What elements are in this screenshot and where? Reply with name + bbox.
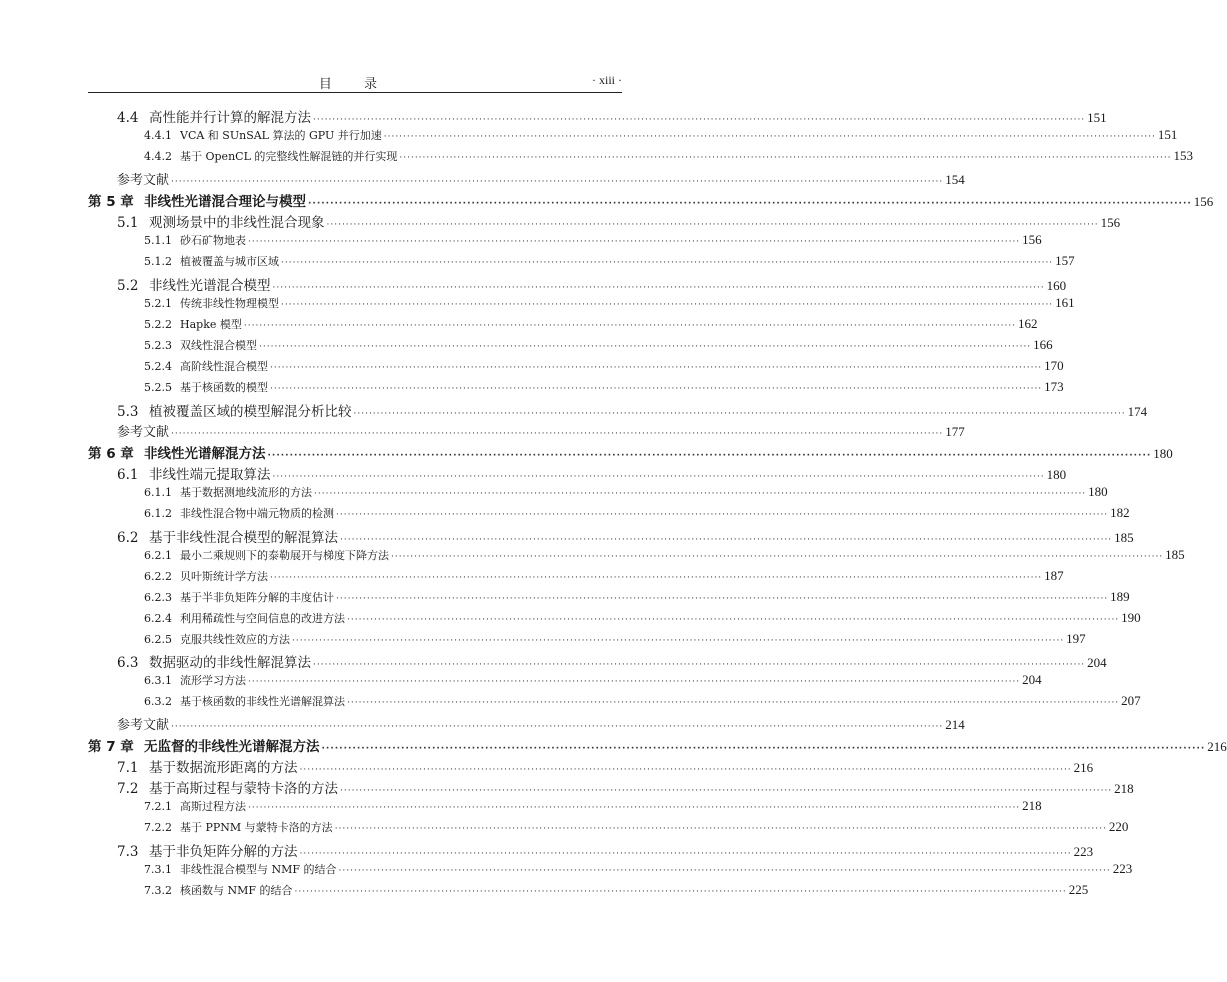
toc-entry-number: 5.2.3	[144, 338, 172, 352]
toc-leader-dots: ········································································································································································································	[299, 849, 1072, 860]
toc-sub-entry[interactable]	[144, 336, 1053, 353]
toc-entry-page-number: 218	[1114, 781, 1134, 797]
toc-entry-title: 利用稀疏性与空间信息的改进方法	[180, 611, 345, 625]
toc-entry-title: 基于核函数的非线性光谱解混算法	[180, 695, 345, 709]
toc-entry-number: 7.2.2	[144, 821, 172, 835]
toc-section-entry[interactable]	[117, 526, 1134, 546]
toc-entry-title: 基于核函数的模型	[180, 380, 268, 394]
toc-entry-page-number: 180	[1088, 483, 1108, 499]
toc-entry-title: 传统非线性物理模型	[180, 296, 279, 310]
toc-entry-label	[144, 589, 334, 605]
toc-section-entry[interactable]	[117, 651, 1107, 672]
toc-entry-page-number: 223	[1073, 844, 1094, 860]
toc-entry-page-number: 170	[1044, 357, 1064, 373]
toc-entry-label	[144, 484, 312, 500]
toc-entry-number: 第 5 章	[88, 193, 134, 210]
toc-entry-number: 6.3.2	[144, 695, 172, 709]
toc-sub-entry[interactable]	[144, 588, 1130, 605]
toc-refs-entry[interactable]	[117, 714, 965, 734]
toc-entry-label	[117, 400, 352, 420]
toc-sub-entry[interactable]	[144, 882, 1089, 898]
toc-leader-dots: ········································································································································································································	[336, 593, 1109, 604]
toc-sub-entry[interactable]	[144, 483, 1108, 500]
toc-chapter-entry[interactable]	[88, 190, 1214, 210]
toc-entry-title: 基于半非负矩阵分解的丰度估计	[180, 590, 334, 604]
toc-entry-title: 基于非线性混合模型的解混算法	[149, 529, 338, 546]
toc-entry-label	[144, 547, 389, 563]
toc-entry-number: 5.2.5	[144, 380, 172, 394]
toc-entry-page-number: 180	[1046, 466, 1067, 482]
header-title: 目 录	[318, 77, 392, 92]
toc-entry-number: 7.1	[117, 760, 139, 777]
toc-leader-dots: ········································································································································································································	[171, 722, 944, 733]
toc-leader-dots: ········································································································································································································	[294, 887, 1067, 898]
toc-entry-number: 6.2.2	[144, 569, 172, 583]
toc-entry-page-number: 157	[1055, 252, 1075, 268]
toc-entry-page-number: 160	[1046, 277, 1067, 293]
toc-sub-entry[interactable]	[144, 504, 1130, 521]
toc-entry-label	[144, 232, 246, 248]
toc-leader-dots: ········································································································································································································	[336, 509, 1109, 520]
toc-entry-title: 非线性混合物中端元物质的检测	[180, 506, 334, 520]
toc-entry-page-number: 189	[1110, 588, 1130, 604]
toc-entry-title: 高斯过程方法	[180, 800, 246, 814]
toc-section-entry[interactable]	[117, 840, 1094, 861]
toc-leader-dots: ········································································································································································································	[270, 383, 1043, 394]
toc-leader-dots: ········································································································································································································	[347, 698, 1120, 709]
toc-entry-title: 核函数与 NMF 的结合	[180, 884, 293, 898]
toc-leader-dots: ········································································································································································································	[353, 408, 1126, 419]
toc-leader-dots: ········································································································································································································	[299, 765, 1072, 776]
toc-entry-title: 非线性光谱混合模型	[149, 277, 271, 294]
toc-entry-title: 砂石矿物地表	[180, 233, 246, 247]
toc-entry-number: 6.2.4	[144, 611, 172, 625]
toc-entry-label	[117, 274, 271, 294]
toc-entry-page-number: 225	[1068, 882, 1089, 898]
toc-sub-entry[interactable]	[144, 861, 1133, 877]
toc-entry-page-number: 220	[1108, 819, 1129, 835]
toc-entry-number: 7.3.2	[144, 884, 172, 898]
toc-entry-number: 5.2.4	[144, 359, 172, 373]
toc-leader-dots: ········································································································································································································	[308, 198, 1192, 209]
toc-sub-entry[interactable]	[144, 294, 1075, 311]
toc-entry-label	[144, 861, 337, 877]
toc-sub-entry[interactable]	[144, 672, 1042, 688]
toc-entry-title: 双线性混合模型	[180, 338, 257, 352]
toc-entry-title: 无监督的非线性光谱解混方法	[144, 739, 320, 756]
toc-leader-dots: ········································································································································································································	[171, 176, 944, 187]
toc-leader-dots: ········································································································································································································	[313, 115, 1086, 125]
toc-leader-dots: ········································································································································································································	[340, 534, 1113, 545]
toc-section-entry[interactable]	[117, 756, 1094, 777]
toc-sub-entry[interactable]	[144, 609, 1141, 626]
toc-entry-page-number: 156	[1022, 231, 1042, 247]
toc-entry-title: 非线性混合模型与 NMF 的结合	[180, 863, 337, 877]
toc-leader-dots: ········································································································································································································	[243, 320, 1017, 331]
toc-sub-entry[interactable]	[144, 126, 1178, 143]
toc-entry-number: 7.3.1	[144, 863, 172, 877]
toc-sub-entry[interactable]	[144, 231, 1042, 248]
toc-entry-title: VCA 和 SUnSAL 算法的 GPU 并行加速	[180, 128, 382, 142]
toc-entry-label	[117, 463, 271, 483]
toc-sub-entry[interactable]	[144, 546, 1185, 563]
toc-entry-page-number: 182	[1110, 504, 1130, 520]
toc-entry-title: 非线性光谱解混方法	[144, 445, 266, 462]
toc-refs-entry[interactable]	[117, 421, 965, 440]
toc-entry-title: 高性能并行计算的解混方法	[149, 110, 311, 126]
toc-entry-number: 5.1	[117, 214, 139, 231]
toc-section-entry[interactable]	[117, 274, 1067, 294]
toc-leader-dots: ········································································································································································································	[347, 614, 1120, 625]
toc-leader-dots: ········································································································································································································	[326, 219, 1099, 230]
toc-chapter-entry[interactable]	[88, 735, 1227, 756]
toc-entry-number: 5.1.1	[144, 233, 172, 247]
toc-entry-number: 4.4	[117, 110, 139, 126]
toc-entry-page-number: 151	[1157, 126, 1178, 142]
toc-chapter-entry[interactable]	[88, 442, 1173, 462]
toc-entry-page-number: 180	[1153, 445, 1173, 461]
toc-entry-title: 基于数据测地线流形的方法	[180, 485, 312, 499]
toc-sub-entry[interactable]	[144, 252, 1075, 269]
toc-entry-number: 7.3	[117, 844, 139, 861]
toc-entry-page-number: 156	[1193, 193, 1214, 209]
toc-leader-dots: ········································································································································································································	[313, 660, 1086, 671]
toc-leader-dots: ········································································································································································································	[321, 744, 1206, 755]
toc-entry-label	[117, 714, 169, 733]
toc-entry-title: 流形学习方法	[180, 674, 246, 688]
toc-section-entry[interactable]	[117, 777, 1134, 798]
toc-entry-label	[117, 169, 169, 188]
toc-leader-dots: ········································································································································································································	[391, 551, 1164, 562]
toc-entry-label	[88, 735, 320, 755]
toc-entry-title: 贝叶斯统计学方法	[180, 569, 268, 583]
toc-refs-entry[interactable]	[117, 169, 965, 188]
toc-sub-entry[interactable]	[144, 378, 1064, 395]
toc-entry-label	[117, 777, 338, 797]
toc-leader-dots: ········································································································································································································	[259, 341, 1032, 352]
toc-leader-dots: ········································································································································································································	[314, 488, 1087, 499]
toc-leader-dots: ········································································································································································································	[248, 677, 1021, 688]
toc-leader-dots: ········································································································································································································	[281, 299, 1054, 310]
toc-entry-label	[144, 379, 268, 395]
toc-entry-title: 最小二乘规则下的泰勒展开与梯度下降方法	[180, 548, 389, 562]
toc-entry-number: 5.2.2	[144, 317, 172, 331]
toc-entry-label	[144, 358, 268, 374]
toc-entry-page-number: 214	[945, 717, 965, 733]
toc-entry-label	[144, 672, 246, 688]
toc-entry-label	[144, 505, 334, 521]
toc-leader-dots: ········································································································································································································	[399, 152, 1172, 163]
toc-entry-number: 6.1	[117, 466, 139, 483]
toc-entry-page-number: 174	[1127, 403, 1148, 419]
page-header	[88, 70, 622, 93]
toc-entry-number: 7.2	[117, 781, 139, 798]
toc-entry-title: 基于非负矩阵分解的方法	[149, 844, 298, 861]
toc-entry-number: 5.1.2	[144, 254, 172, 268]
toc-leader-dots: ········································································································································································································	[292, 635, 1065, 646]
toc-sub-entry[interactable]	[144, 819, 1129, 835]
toc-leader-dots: ········································································································································································································	[171, 428, 944, 439]
toc-section-entry[interactable]	[117, 463, 1067, 483]
toc-entry-title: 克服共线性效应的方法	[180, 632, 290, 646]
toc-leader-dots: ········································································································································································································	[270, 572, 1043, 583]
toc-entry-page-number: 223	[1112, 861, 1133, 877]
toc-entry-page-number: 218	[1022, 798, 1042, 814]
toc-entry-title: 参考文献	[117, 718, 170, 734]
toc-entry-page-number: 156	[1100, 214, 1121, 230]
toc-leader-dots: ········································································································································································································	[334, 824, 1107, 835]
toc-entry-page-number: 161	[1055, 294, 1075, 310]
toc-sub-entry[interactable]	[144, 315, 1038, 332]
toc-sub-entry[interactable]	[144, 567, 1064, 584]
toc-entry-title: 基于 OpenCL 的完整线性解混链的并行实现	[180, 149, 398, 163]
toc-sub-entry[interactable]	[144, 693, 1141, 709]
toc-entry-label	[144, 882, 293, 898]
toc-entry-page-number: 190	[1121, 609, 1141, 625]
toc-entry-label	[144, 798, 246, 814]
toc-sub-entry[interactable]	[144, 798, 1042, 814]
toc-entry-page-number: 207	[1121, 693, 1141, 709]
toc-entry-number: 5.2.1	[144, 296, 172, 310]
toc-entry-page-number: 216	[1207, 739, 1227, 755]
toc-leader-dots: ········································································································································································································	[281, 257, 1054, 268]
toc-entry-label	[144, 610, 345, 626]
toc-entry-title: 植被覆盖区域的模型解混分析比较	[149, 403, 352, 420]
toc-sub-entry[interactable]	[144, 147, 1194, 164]
toc-leader-dots: ········································································································································································································	[272, 471, 1045, 482]
toc-section-entry[interactable]	[117, 106, 1107, 126]
toc-entry-page-number: 185	[1165, 546, 1185, 562]
toc-leader-dots: ········································································································································································································	[340, 786, 1113, 797]
toc-entry-number: 6.3	[117, 655, 139, 672]
toc-entry-number: 6.1.2	[144, 506, 172, 520]
toc-entry-page-number: 204	[1087, 655, 1107, 671]
toc-entry-page-number: 151	[1087, 110, 1107, 125]
toc-entry-label	[144, 337, 257, 353]
toc-entry-label	[117, 756, 298, 776]
toc-entry-label	[117, 526, 338, 546]
toc-sub-entry[interactable]	[144, 630, 1086, 647]
toc-entry-label	[144, 295, 279, 311]
toc-entry-page-number: 177	[945, 423, 965, 439]
toc-entry-number: 6.2.1	[144, 548, 172, 562]
toc-entry-number: 4.4.2	[144, 149, 172, 163]
toc-entry-label	[117, 106, 311, 126]
toc-entry-label	[144, 148, 397, 164]
toc-entry-page-number: 204	[1022, 672, 1042, 688]
toc-entry-number: 7.2.1	[144, 800, 172, 814]
toc-entry-page-number: 197	[1066, 630, 1086, 646]
toc-leader-dots: ········································································································································································································	[248, 236, 1021, 247]
toc-leader-dots: ········································································································································································································	[272, 282, 1045, 293]
toc-leader-dots: ········································································································································································································	[338, 866, 1111, 877]
toc-entry-number: 6.3.1	[144, 674, 172, 688]
toc-entry-number: 6.2	[117, 529, 139, 546]
toc-sub-entry[interactable]	[144, 357, 1064, 374]
toc-entry-label	[88, 442, 266, 462]
toc-entry-number: 6.1.1	[144, 485, 172, 499]
toc-leader-dots: ········································································································································································································	[267, 450, 1152, 461]
toc-entry-page-number: 187	[1044, 567, 1064, 583]
toc-section-entry[interactable]	[117, 211, 1121, 231]
toc-entry-number: 4.4.1	[144, 128, 172, 142]
toc-entry-title: 参考文献	[117, 424, 170, 440]
toc-entry-title: 非线性光谱混合理论与模型	[144, 193, 306, 210]
toc-entry-label	[144, 568, 268, 584]
toc-entry-label	[144, 693, 345, 709]
toc-entry-title: 基于 PPNM 与蒙特卡洛的方法	[180, 821, 333, 835]
toc-entry-title: 参考文献	[117, 172, 170, 188]
toc-entry-title: 基于数据流形距离的方法	[149, 760, 298, 777]
toc-entry-label	[144, 253, 279, 269]
toc-entry-number: 第 6 章	[88, 445, 134, 462]
toc-entry-number: 5.2	[117, 277, 139, 294]
toc-entry-title: 高阶线性混合模型	[180, 359, 268, 373]
toc-entry-title: 植被覆盖与城市区域	[180, 254, 279, 268]
toc-entry-label	[144, 316, 242, 332]
toc-leader-dots: ········································································································································································································	[248, 803, 1021, 814]
toc-entry-number: 6.2.3	[144, 590, 172, 604]
toc-entry-label	[117, 651, 311, 671]
toc-entry-label	[144, 819, 333, 835]
toc-entry-label	[144, 127, 382, 143]
toc-section-entry[interactable]	[117, 400, 1148, 420]
toc-entry-label	[88, 190, 306, 210]
toc-entry-label	[144, 631, 290, 647]
toc-entry-page-number: 166	[1033, 336, 1053, 352]
toc-entry-title: 基于高斯过程与蒙特卡洛的方法	[149, 781, 338, 798]
toc-entry-page-number: 185	[1114, 529, 1134, 545]
toc-entry-number: 第 7 章	[88, 739, 134, 756]
toc-entry-title: 观测场景中的非线性混合现象	[149, 214, 325, 231]
toc-entry-number: 6.2.5	[144, 632, 172, 646]
toc-leader-dots: ········································································································································································································	[383, 131, 1156, 142]
toc-entry-title: Hapke 模型	[180, 317, 242, 331]
toc-entry-title: 非线性端元提取算法	[149, 466, 271, 483]
toc-entry-label	[117, 211, 325, 231]
toc-entry-label	[117, 840, 298, 860]
header-page-number: · xiii ·	[592, 73, 622, 87]
toc-entry-page-number: 216	[1073, 760, 1094, 776]
toc-entry-page-number: 173	[1044, 378, 1064, 394]
toc-entry-page-number: 154	[945, 171, 965, 187]
toc-entry-number: 5.3	[117, 403, 139, 420]
toc-leader-dots: ········································································································································································································	[270, 362, 1043, 373]
toc-entry-page-number: 153	[1173, 147, 1194, 163]
toc-entry-label	[117, 421, 169, 440]
toc-entry-title: 数据驱动的非线性解混算法	[149, 655, 311, 672]
toc-entry-page-number: 162	[1018, 315, 1038, 331]
